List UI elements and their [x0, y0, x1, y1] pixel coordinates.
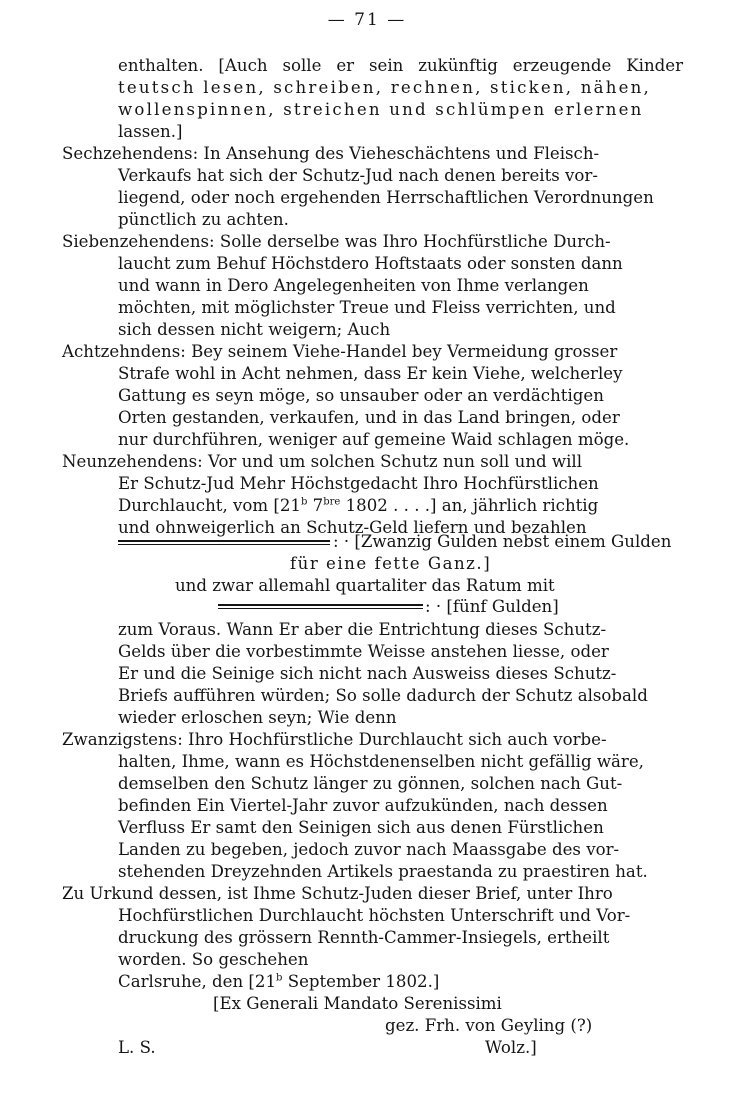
page-number: — 71 —: [327, 10, 407, 30]
text-line: liegend, oder noch ergehenden Herrschaftlichen Verordnungen: [118, 188, 654, 207]
text-line: zum Voraus. Wann Er aber die Entrichtung dieses Schutz-: [118, 620, 607, 639]
word: zukünftig: [418, 56, 498, 75]
text-line: möchten, mit möglichster Treue und Fleiss verrichten, und: [118, 298, 616, 317]
text-line: und wann in Dero Angelegenheiten von Ihme verlangen: [118, 276, 589, 295]
text-line: für eine fette Ganz.]: [290, 554, 492, 573]
text-line: und ohnweigerlich an Schutz-Geld liefern und bezahlen: [118, 518, 587, 537]
text-line: halten, Ihme, wann es Höchstdenenselben nicht gefällig wäre,: [118, 752, 644, 771]
seal-mark: L. S.: [118, 1038, 156, 1057]
text-segment: 1802 . . . .] an, jährlich richtig: [340, 496, 599, 515]
text-line: Strafe wohl in Acht nehmen, dass Er kein Viehe, welcherley: [118, 364, 623, 383]
text-line: lassen.]: [118, 122, 183, 141]
text-line: worden. So geschehen: [118, 950, 309, 969]
text-line: laucht zum Behuf Höchstdero Hoftstaats oder sonsten dann: [118, 254, 623, 273]
text-segment: Durchlaucht, vom [21: [118, 496, 301, 515]
text-line: Orten gestanden, verkaufen, und in das Land bringen, oder: [118, 408, 620, 427]
double-rule: [218, 604, 423, 609]
text-segment: Carlsruhe, den [21: [118, 972, 277, 991]
text-line: wollenspinnen, streichen und schlümpen erlernen: [118, 100, 644, 119]
text-line: und zwar allemahl quartaliter das Ratum mit: [175, 576, 555, 595]
word: Kinder: [626, 56, 683, 75]
word: erzeugende: [512, 56, 612, 75]
text-line: pünctlich zu achten.: [118, 210, 289, 229]
text-line: : · [fünf Gulden]: [425, 597, 559, 616]
text-line: Gelds über die vorbestimmte Weisse anstehen liesse, oder: [118, 642, 609, 661]
text-line: [Ex Generali Mandato Serenissimi: [213, 994, 502, 1013]
text-line: stehenden Dreyzehnden Artikels praestanda zu praestiren hat.: [118, 862, 648, 881]
text-line: [118, 55, 683, 77]
text-line: befinden Ein Viertel-Jahr zuvor aufzukünden, nach dessen: [118, 796, 608, 815]
text-line: nur durchführen, weniger auf gemeine Waid schlagen möge.: [118, 430, 630, 449]
text-segment: 7: [307, 496, 324, 515]
text-line: Wolz.]: [485, 1038, 537, 1057]
text-line-date: [118, 495, 598, 517]
word: [Auch: [218, 56, 268, 75]
text-line-date: [118, 971, 439, 993]
text-line: demselben den Schutz länger zu gönnen, solchen nach Gut-: [118, 774, 623, 793]
word: enthalten.: [118, 56, 204, 75]
double-rule: [118, 540, 330, 545]
text-line: Er Schutz-Jud Mehr Höchstgedacht Ihro Hochfürstlichen: [118, 474, 599, 493]
text-segment: September 1802.]: [282, 972, 440, 991]
text-line: Hochfürstlichen Durchlaucht höchsten Unterschrift und Vor-: [118, 906, 631, 925]
text-line: Landen zu begeben, jedoch zuvor nach Maassgabe des vor-: [118, 840, 620, 859]
text-line: wieder erloschen seyn; Wie denn: [118, 708, 397, 727]
text-line: druckung des grössern Rennth-Cammer-Insiegels, ertheilt: [118, 928, 610, 947]
text-line: teutsch lesen, schreiben, rechnen, sticken, nähen,: [118, 78, 651, 97]
text-line: : · [Zwanzig Gulden nebst einem Gulden: [333, 532, 672, 551]
word: er: [336, 56, 355, 75]
text-line: Neunzehendens: Vor und um solchen Schutz nun soll und will: [62, 452, 583, 471]
superscript: bre: [323, 496, 341, 508]
word: solle: [282, 56, 322, 75]
superscript: b: [300, 496, 308, 508]
text-line: Sechzehendens: In Ansehung des Vieheschächtens und Fleisch-: [62, 144, 600, 163]
text-line: Gattung es seyn möge, so unsauber oder an verdächtigen: [118, 386, 604, 405]
text-line: Er und die Seinige sich nicht nach Ausweiss dieses Schutz-: [118, 664, 617, 683]
text-line: Briefs aufführen würden; So solle dadurch der Schutz alsobald: [118, 686, 648, 705]
text-line: sich dessen nicht weigern; Auch: [118, 320, 391, 339]
text-line: Verfluss Er samt den Seinigen sich aus denen Fürstlichen: [118, 818, 604, 837]
text-line: gez. Frh. von Geyling (?): [385, 1016, 593, 1035]
text-line: Verkaufs hat sich der Schutz-Jud nach denen bereits vor-: [118, 166, 598, 185]
text-line: Siebenzehendens: Solle derselbe was Ihro Hochfürstliche Durch-: [62, 232, 611, 251]
text-line: Zwanzigstens: Ihro Hochfürstliche Durchlaucht sich auch vorbe-: [62, 730, 607, 749]
text-line: Zu Urkund dessen, ist Ihme Schutz-Juden dieser Brief, unter Ihro: [62, 884, 613, 903]
word: sein: [368, 56, 404, 75]
text-line: Achtzehndens: Bey seinem Viehe-Handel bey Vermeidung grosser: [62, 342, 618, 361]
superscript: b: [276, 972, 283, 984]
